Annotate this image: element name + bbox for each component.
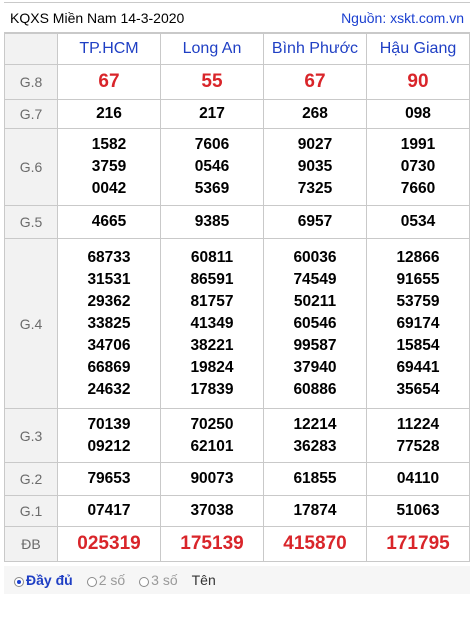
lottery-number: 79653 [87, 470, 131, 487]
results-panel [4, 2, 470, 594]
lottery-number: 61855 [293, 470, 337, 487]
lottery-number: 7325 [297, 180, 333, 197]
lottery-number: 268 [302, 105, 328, 122]
lottery-number: 91655 [396, 270, 440, 288]
prize-cell [367, 463, 470, 496]
prize-cell [264, 206, 367, 239]
display-option[interactable] [14, 572, 73, 588]
corner-cell [5, 34, 58, 65]
lottery-number: 90 [407, 71, 429, 92]
prize-cell [58, 409, 161, 463]
lottery-number: 5369 [194, 180, 230, 197]
prize-cell [58, 239, 161, 409]
prize-row [5, 463, 470, 496]
lottery-number: 1991 [400, 136, 436, 153]
lottery-number: 415870 [283, 533, 347, 554]
lottery-number: 38221 [190, 336, 234, 354]
province-header[interactable]: Hậu Giang [367, 34, 470, 65]
lottery-number: 098 [405, 105, 431, 122]
lottery-number: 216 [96, 105, 122, 122]
prize-label: G.2 [5, 463, 58, 496]
lottery-number: 67 [304, 71, 326, 92]
results-table [4, 33, 470, 562]
prize-cell [367, 239, 470, 409]
prize-label: G.3 [5, 409, 58, 463]
lottery-number: 12214 [293, 415, 337, 433]
prize-cell [264, 409, 367, 463]
prize-label: G.6 [5, 129, 58, 206]
radio-button-icon[interactable] [139, 577, 149, 587]
lottery-number: 34706 [87, 336, 131, 354]
prize-cell [161, 496, 264, 527]
prize-row [5, 206, 470, 239]
prize-label: G.7 [5, 100, 58, 129]
lottery-number: 171795 [386, 533, 450, 554]
province-header[interactable]: TP.HCM [58, 34, 161, 65]
lottery-number: 19824 [190, 358, 234, 376]
lottery-number: 9385 [194, 213, 230, 230]
lottery-number: 33825 [87, 314, 131, 332]
prize-cell [367, 65, 470, 100]
prize-cell [161, 409, 264, 463]
prize-cell [264, 527, 367, 562]
radio-button-icon[interactable] [87, 577, 97, 587]
prize-cell [264, 65, 367, 100]
lottery-number: 53759 [396, 292, 440, 310]
prize-cell [264, 463, 367, 496]
prize-cell [161, 100, 264, 129]
display-option-label: Đầy đủ [26, 572, 73, 588]
prize-row [5, 409, 470, 463]
lottery-number: 12866 [396, 248, 440, 266]
lottery-number: 62101 [190, 437, 234, 455]
radio-button-icon[interactable] [14, 577, 24, 587]
prize-row [5, 239, 470, 409]
lottery-number: 69441 [396, 358, 440, 376]
lottery-number: 025319 [77, 533, 141, 554]
lottery-number: 51063 [396, 502, 440, 519]
lottery-number: 217 [199, 105, 225, 122]
prize-cell [367, 527, 470, 562]
display-option[interactable] [192, 572, 216, 588]
display-options [4, 566, 470, 594]
prize-cell [58, 463, 161, 496]
lottery-number: 86591 [190, 270, 234, 288]
lottery-number: 0042 [91, 180, 127, 197]
prize-row [5, 129, 470, 206]
lottery-number: 7606 [194, 136, 230, 153]
lottery-number: 11224 [396, 415, 440, 433]
province-header-row [5, 34, 470, 65]
lottery-number: 07417 [87, 502, 131, 519]
lottery-number: 66869 [87, 358, 131, 376]
results-title: KQXS Miền Nam 14-3-2020 [10, 9, 185, 26]
lottery-number: 9027 [297, 136, 333, 153]
lottery-number: 60886 [293, 380, 337, 398]
lottery-number: 74549 [293, 270, 337, 288]
lottery-number: 81757 [190, 292, 234, 310]
prize-cell [264, 129, 367, 206]
lottery-number: 60036 [293, 248, 337, 266]
prize-cell [58, 527, 161, 562]
results-body [5, 65, 470, 562]
lottery-number: 37038 [190, 502, 234, 519]
prize-cell [367, 496, 470, 527]
lottery-number: 0534 [400, 213, 436, 230]
lottery-number: 77528 [396, 437, 440, 455]
lottery-number: 6957 [297, 213, 333, 230]
lottery-number: 35654 [396, 380, 440, 398]
lottery-number: 41349 [190, 314, 234, 332]
lottery-number: 60811 [190, 248, 234, 266]
display-option-label: Tên [191, 572, 216, 588]
lottery-number: 175139 [180, 533, 244, 554]
lottery-number: 99587 [293, 336, 337, 354]
province-header[interactable]: Bình Phước [264, 34, 367, 65]
lottery-number: 69174 [396, 314, 440, 332]
lottery-number: 67 [98, 71, 120, 92]
prize-cell [58, 129, 161, 206]
prize-cell [58, 65, 161, 100]
lottery-number: 0546 [194, 158, 230, 175]
prize-label: G.8 [5, 65, 58, 100]
lottery-number: 17839 [190, 380, 234, 398]
prize-row [5, 496, 470, 527]
lottery-number: 50211 [293, 292, 337, 310]
prize-cell [367, 100, 470, 129]
lottery-number: 29362 [87, 292, 131, 310]
prize-cell [161, 65, 264, 100]
lottery-number: 55 [201, 71, 223, 92]
prize-label: G.4 [5, 239, 58, 409]
prize-cell [367, 206, 470, 239]
lottery-number: 70250 [190, 415, 234, 433]
lottery-number: 7660 [400, 180, 436, 197]
prize-row [5, 100, 470, 129]
lottery-number: 4665 [91, 213, 127, 230]
prize-cell [58, 206, 161, 239]
prize-cell [161, 527, 264, 562]
lottery-number: 09212 [87, 437, 131, 455]
prize-label: G.1 [5, 496, 58, 527]
lottery-number: 37940 [293, 358, 337, 376]
prize-cell [161, 206, 264, 239]
source-link[interactable]: Nguồn: xskt.com.vn [341, 9, 464, 26]
display-option-label: 2 số [98, 572, 126, 588]
lottery-number: 9035 [297, 158, 333, 175]
province-header[interactable]: Long An [161, 34, 264, 65]
lottery-number: 36283 [293, 437, 337, 455]
prize-cell [161, 463, 264, 496]
lottery-number: 17874 [293, 502, 337, 519]
prize-row [5, 65, 470, 100]
prize-row [5, 527, 470, 562]
prize-cell [161, 129, 264, 206]
prize-cell [161, 239, 264, 409]
prize-cell [264, 100, 367, 129]
prize-cell [264, 496, 367, 527]
prize-label: G.5 [5, 206, 58, 239]
lottery-number: 1582 [91, 136, 127, 153]
lottery-number: 68733 [87, 248, 131, 266]
display-option[interactable] [87, 572, 125, 588]
prize-cell [367, 409, 470, 463]
lottery-number: 60546 [293, 314, 337, 332]
prize-cell [58, 496, 161, 527]
prize-cell [264, 239, 367, 409]
lottery-number: 3759 [91, 158, 127, 175]
lottery-number: 70139 [87, 415, 131, 433]
results-header [4, 2, 470, 33]
lottery-number: 15854 [396, 336, 440, 354]
display-option-label: 3 số [151, 572, 178, 588]
prize-cell [58, 100, 161, 129]
lottery-number: 31531 [87, 270, 131, 288]
lottery-number: 90073 [190, 470, 234, 487]
prize-cell [367, 129, 470, 206]
lottery-number: 24632 [87, 380, 131, 398]
prize-label: ĐB [5, 527, 58, 562]
lottery-number: 0730 [400, 158, 436, 175]
lottery-number: 04110 [396, 470, 440, 487]
display-option[interactable] [139, 572, 177, 588]
